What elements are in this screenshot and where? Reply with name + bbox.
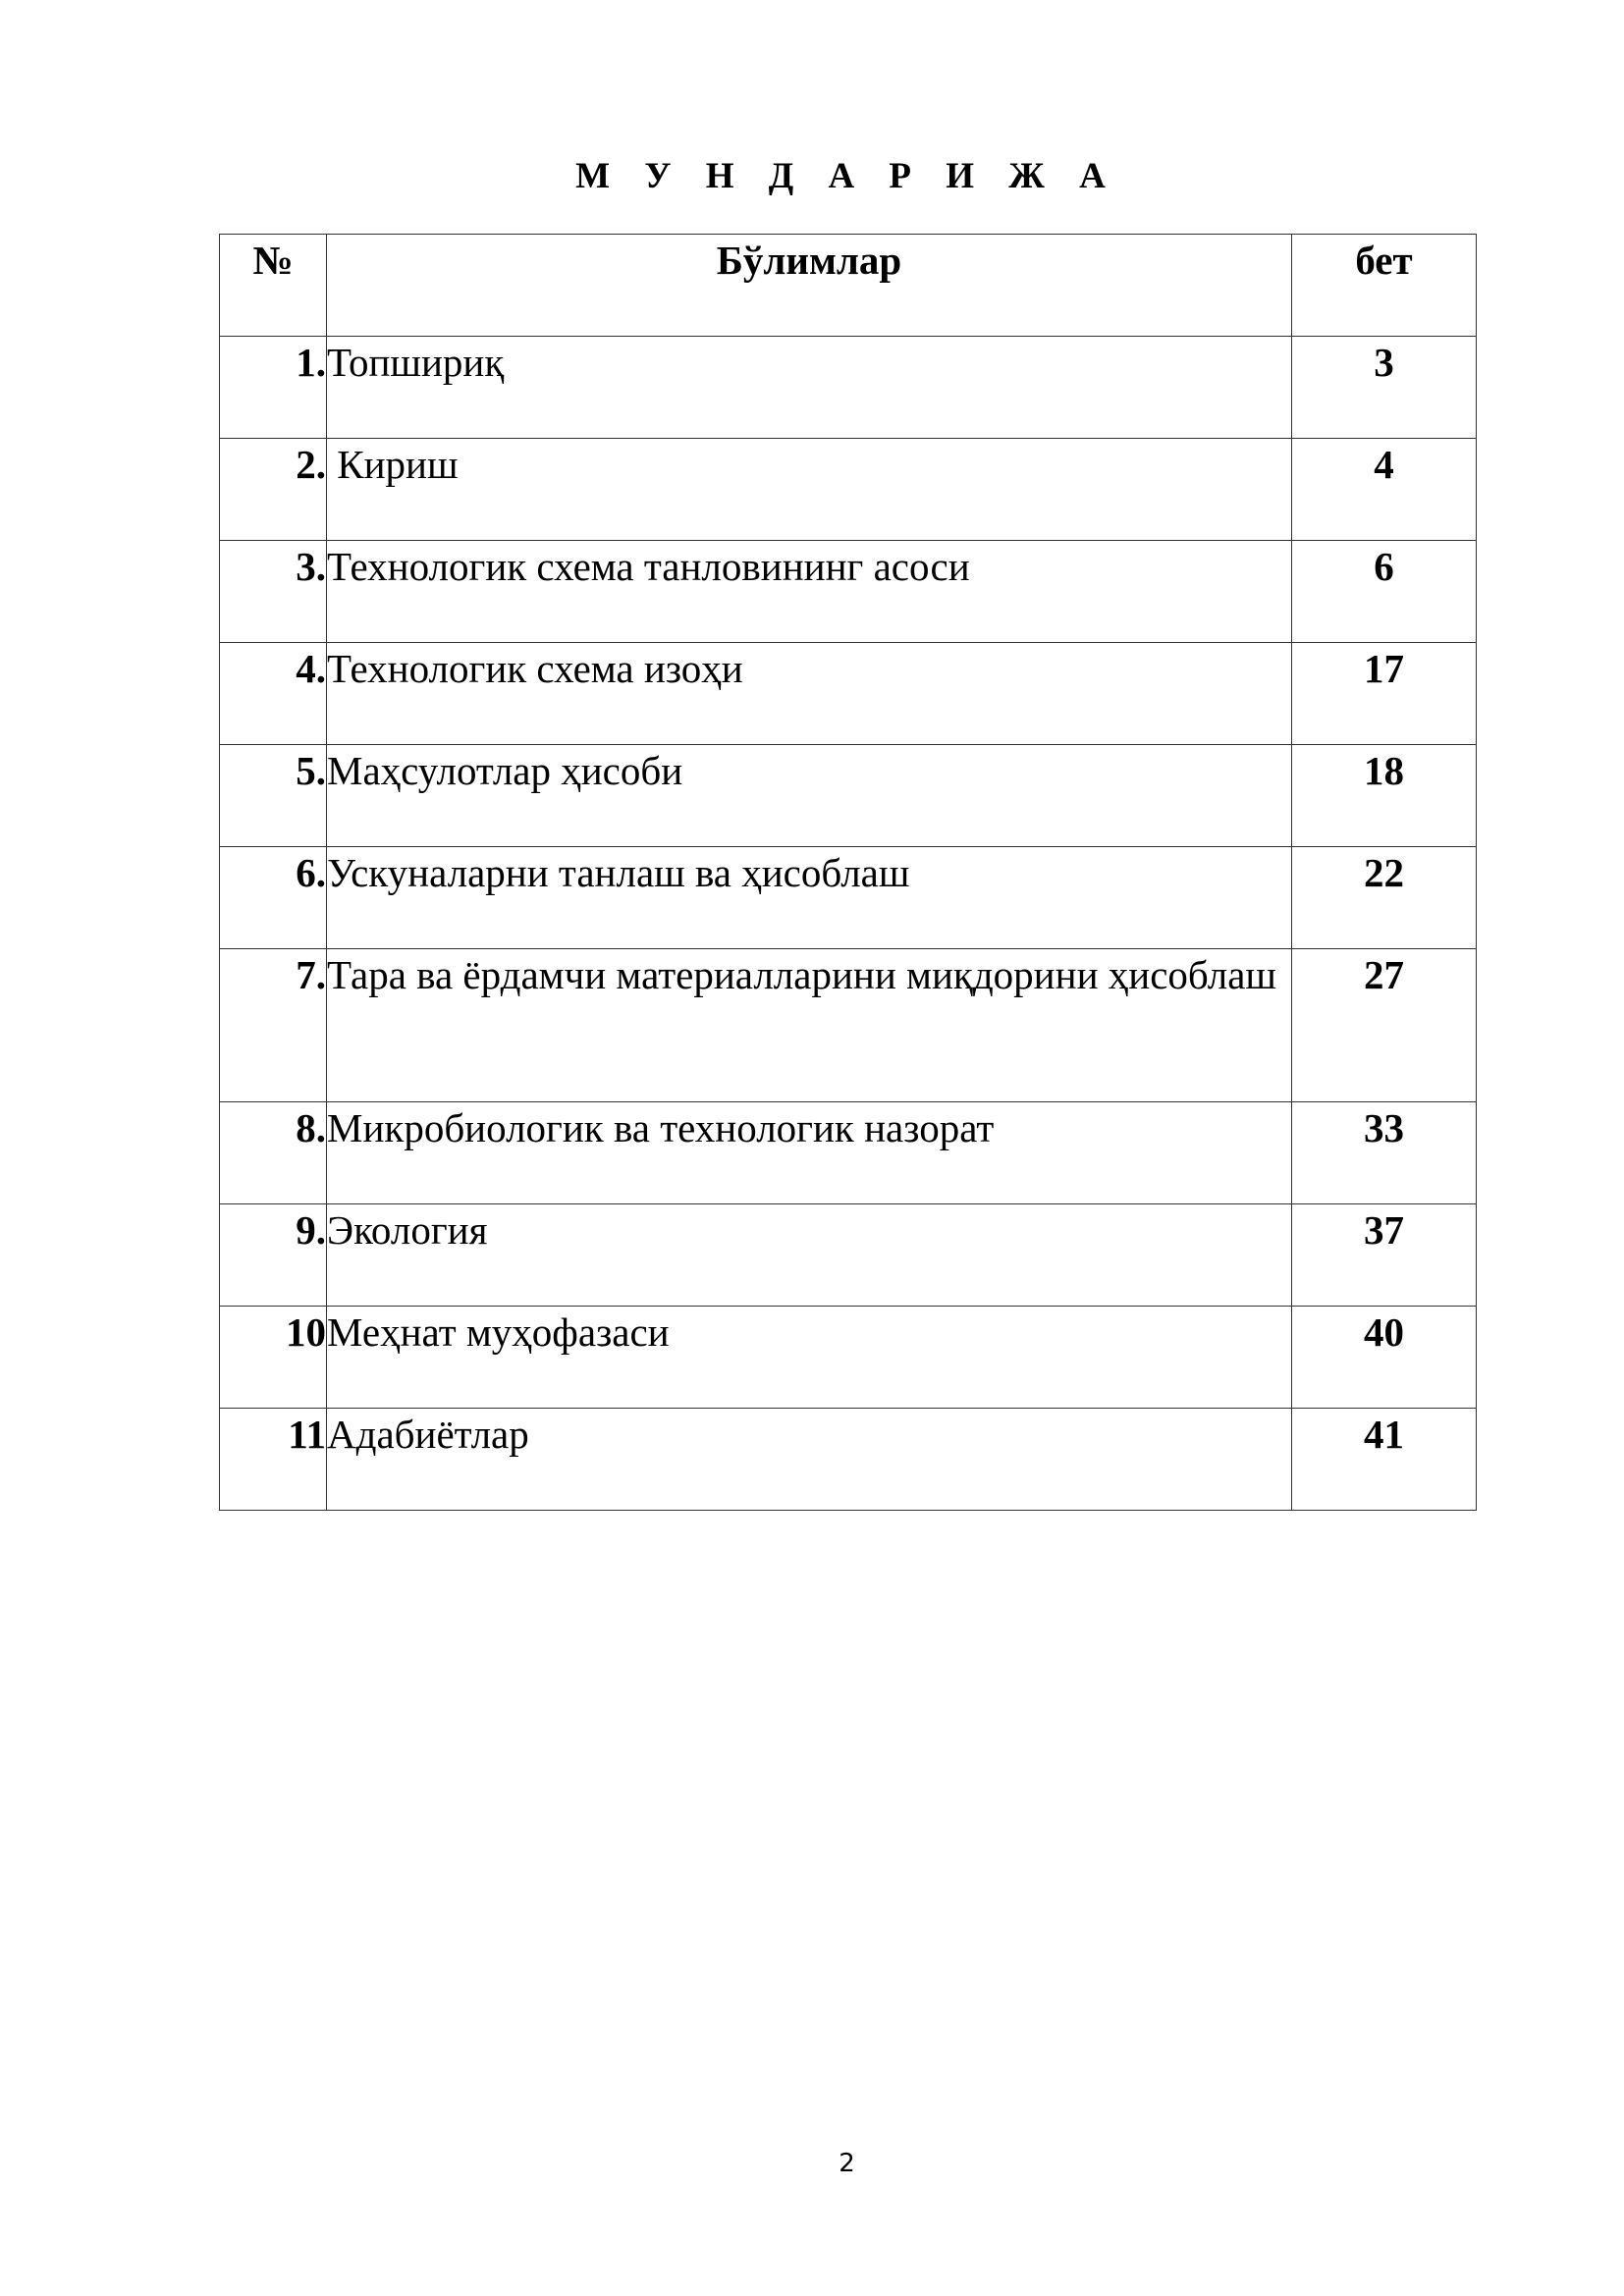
- row-title: Маҳсулотлар ҳисоби: [327, 745, 1292, 847]
- row-page: 40: [1292, 1307, 1477, 1409]
- header-sections: Бўлимлар: [327, 235, 1292, 337]
- row-page: 33: [1292, 1102, 1477, 1204]
- row-number: 4.: [220, 643, 327, 745]
- table-row: [220, 1307, 1477, 1409]
- header-number: №: [220, 235, 327, 337]
- table-row: [220, 1204, 1477, 1307]
- table-header-row: [220, 235, 1477, 337]
- table-row: [220, 337, 1477, 439]
- table-row: [220, 745, 1477, 847]
- row-number: 2.: [220, 439, 327, 541]
- row-page: 6: [1292, 541, 1477, 643]
- row-title: Меҳнат муҳофазаси: [327, 1307, 1292, 1409]
- row-page: 17: [1292, 643, 1477, 745]
- row-page: 22: [1292, 847, 1477, 949]
- row-title: Технологик схема изоҳи: [327, 643, 1292, 745]
- row-number: 8.: [220, 1102, 327, 1204]
- table-of-contents: [219, 234, 1477, 1511]
- row-title: Ускуналарни танлаш ва ҳисоблаш: [327, 847, 1292, 949]
- table-row: [220, 1409, 1477, 1511]
- row-title: Экология: [327, 1204, 1292, 1307]
- row-number: 7.: [220, 949, 327, 1102]
- row-page: 18: [1292, 745, 1477, 847]
- row-title: Кириш: [327, 439, 1292, 541]
- row-title: Технологик схема танловининг асоси: [327, 541, 1292, 643]
- page-number: 2: [839, 2149, 855, 2178]
- row-number: 10: [220, 1307, 327, 1409]
- row-number: 1.: [220, 337, 327, 439]
- row-number: 9.: [220, 1204, 327, 1307]
- row-page: 41: [1292, 1409, 1477, 1511]
- table-row: [220, 1102, 1477, 1204]
- table-row: [220, 949, 1477, 1102]
- row-number: 11: [220, 1409, 327, 1511]
- table-row: [220, 643, 1477, 745]
- table-row: [220, 847, 1477, 949]
- row-page: 3: [1292, 337, 1477, 439]
- page-title: М У Н Д А Р И Ж А: [575, 156, 1118, 196]
- row-title: Топшириқ: [327, 337, 1292, 439]
- table-row: [220, 439, 1477, 541]
- row-number: 6.: [220, 847, 327, 949]
- row-title: Микробиологик ва технологик назорат: [327, 1102, 1292, 1204]
- header-page: бет: [1292, 235, 1477, 337]
- table-row: [220, 541, 1477, 643]
- row-page: 37: [1292, 1204, 1477, 1307]
- row-page: 4: [1292, 439, 1477, 541]
- row-number: 3.: [220, 541, 327, 643]
- row-number: 5.: [220, 745, 327, 847]
- row-page: 27: [1292, 949, 1477, 1102]
- row-title: Адабиётлар: [327, 1409, 1292, 1511]
- row-title: Тара ва ёрдамчи материалларини миқдорини ҳисоблаш: [327, 949, 1292, 1102]
